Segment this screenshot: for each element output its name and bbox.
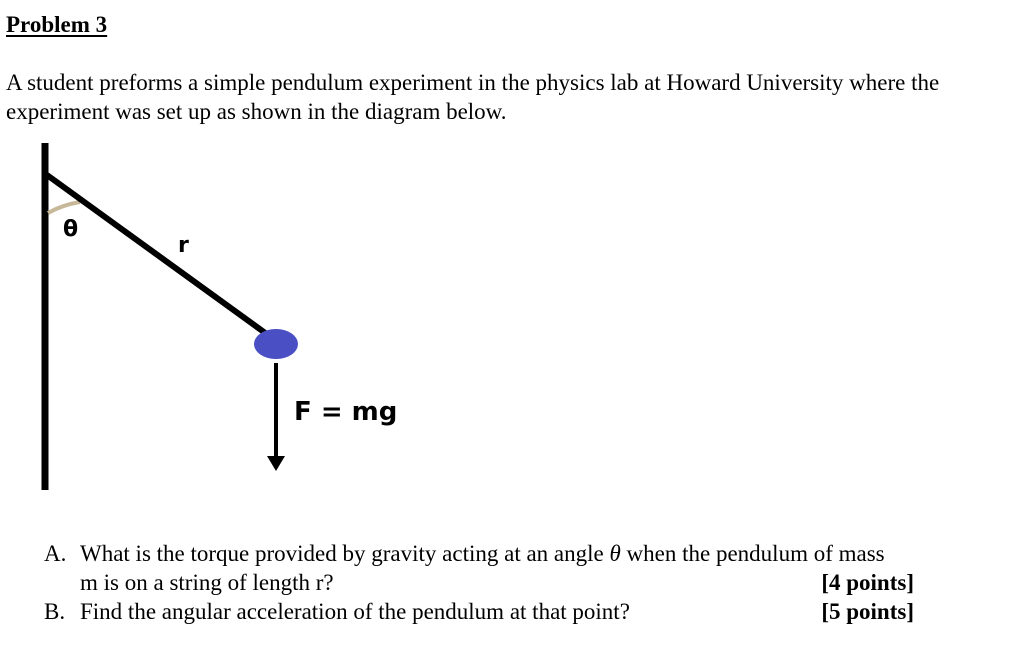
length-label: r xyxy=(178,233,189,258)
question-b-text: Find the angular acceleration of the pendulum at that point? xyxy=(80,599,630,624)
question-a-text-end: when the pendulum of mass xyxy=(620,541,885,566)
angle-arc xyxy=(48,202,80,213)
question-a-points: [4 points] xyxy=(821,570,914,595)
question-b xyxy=(44,597,944,626)
pendulum-string xyxy=(47,175,268,335)
question-a-line1 xyxy=(80,539,944,568)
force-label: F = mg xyxy=(294,397,398,427)
theta-symbol: θ xyxy=(609,541,621,566)
question-b-points: [5 points] xyxy=(821,599,914,624)
question-a-text-start: What is the torque provided by gravity acting at an angle xyxy=(80,541,610,566)
question-b-line1 xyxy=(80,597,944,626)
pendulum-bob xyxy=(254,329,298,359)
question-a-text-line2: m is on a string of length r? xyxy=(80,570,334,595)
problem-heading: Problem 3 xyxy=(6,12,108,37)
question-b-letter: B. xyxy=(44,599,66,624)
questions-list xyxy=(44,539,944,626)
pendulum-diagram xyxy=(0,135,460,495)
force-arrow-head xyxy=(267,456,285,471)
angle-label: θ xyxy=(63,217,79,242)
question-a xyxy=(44,539,944,597)
question-a-letter: A. xyxy=(44,541,67,566)
problem-intro: A student preforms a simple pendulum experiment in the physics lab at Howard University where the experiment was set up as shown in the diagram below. xyxy=(6,70,940,124)
question-a-line2 xyxy=(80,568,944,597)
